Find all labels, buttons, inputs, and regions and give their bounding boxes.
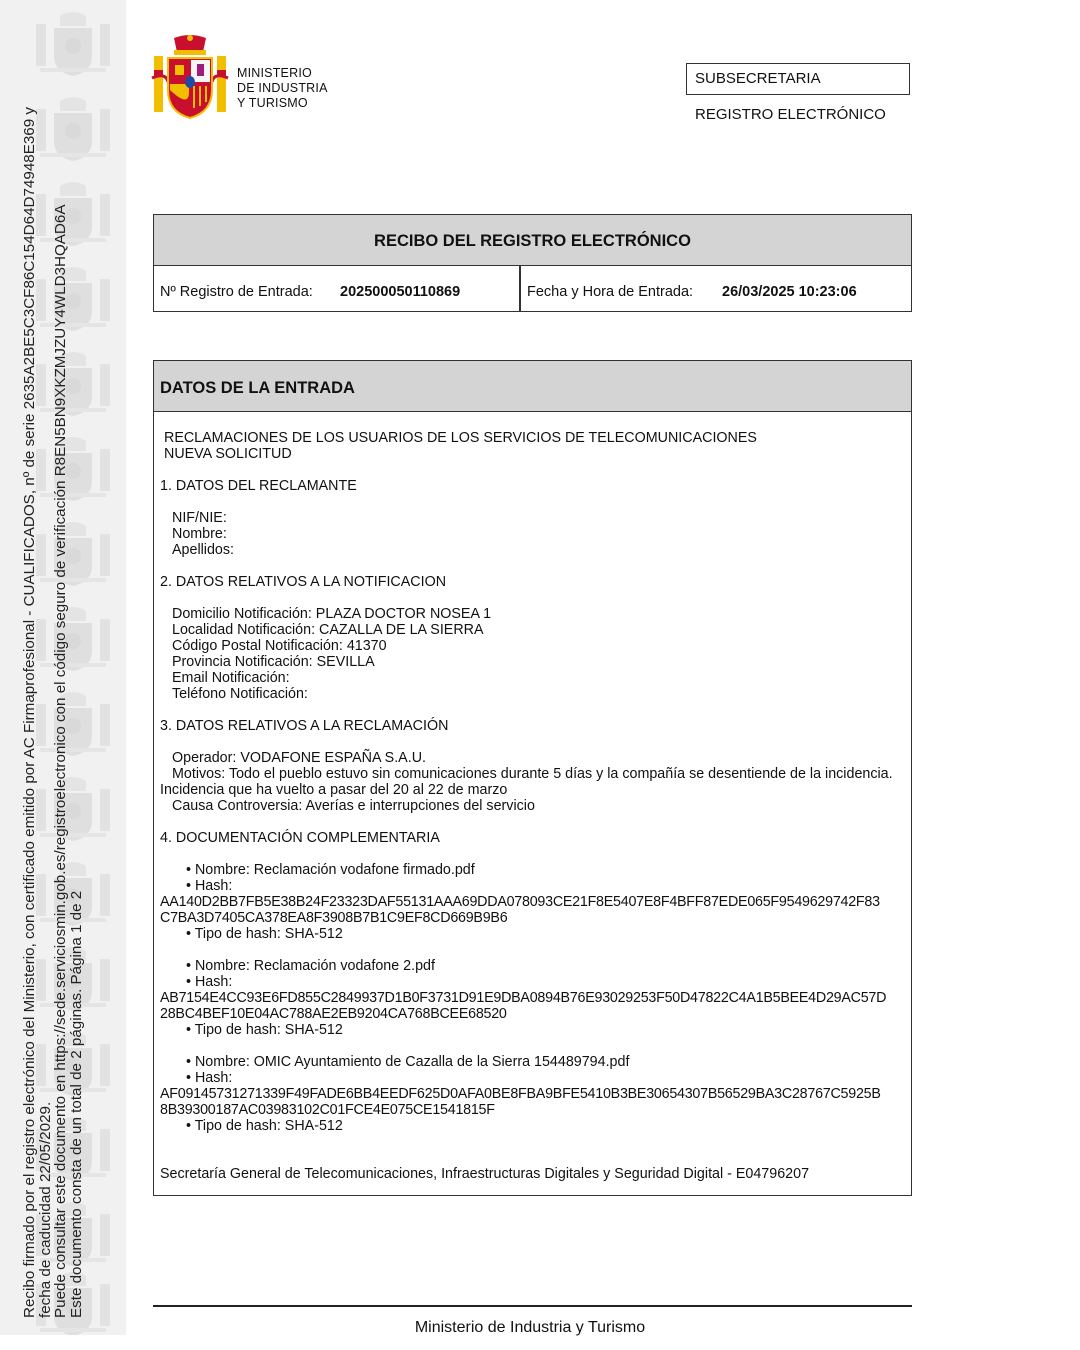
signature-sidebar (0, 0, 126, 1335)
footer (0, 1319, 1060, 1337)
doc-hash: AA140D2BB7FB5E38B24F23323DAF55131AAA69DDA078093CE21F8E5407E8F4BFF87EDE065F9549629742F83 (160, 894, 880, 910)
section-claimant-title: 1. DATOS DEL RECLAMANTE (160, 478, 357, 494)
page-count-line: Este documento consta de un total de 2 páginas. Página 1 de 2 (67, 890, 85, 1318)
doc-hash-label: • Hash: (186, 1070, 233, 1086)
request-type: NUEVA SOLICITUD (164, 446, 292, 462)
doc-hash: AB7154E4CC93E6FD855C2849937D1B0F3731D91E9DBA0894B76E93029253F50D47822C4A1B5BEE4D29AC57D (160, 990, 887, 1006)
doc-name: • Nombre: Reclamación vodafone firmado.pdf (186, 862, 475, 878)
notification-postcode: Código Postal Notificación: 41370 (172, 638, 387, 654)
notification-province: Provincia Notificación: SEVILLA (172, 654, 375, 670)
ministry-line: MINISTERIO (237, 66, 312, 80)
doc-hash-type: • Tipo de hash: SHA-512 (186, 1118, 343, 1134)
doc-hash-type: • Tipo de hash: SHA-512 (186, 1022, 343, 1038)
doc-hash-type: • Tipo de hash: SHA-512 (186, 926, 343, 942)
signature-line: fecha de caducidad 22/05/2029. (36, 1101, 54, 1318)
entry-data-box (153, 360, 912, 1196)
signature-text (22, 107, 84, 1318)
registration-number-value: 202500050110869 (340, 284, 461, 300)
receipt-box (153, 214, 912, 312)
doc-hash: AF09145731271339F49FADE6BB4EEDF625D0AFA0BE8FBA9BFE5410B3BE30654307B56529BA3C28767C5925B (160, 1086, 881, 1102)
ministry-logo-text (237, 66, 328, 111)
footer-ministry: Ministerio de Industria y Turismo (414, 1319, 646, 1336)
destination-unit: Secretaría General de Telecomunicaciones, Infraestructuras Digitales y Seguridad Digital - E04796207 (160, 1166, 810, 1182)
doc-name: • Nombre: OMIC Ayuntamiento de Cazalla de la Sierra 154489794.pdf (186, 1054, 630, 1070)
claim-type: RECLAMACIONES DE LOS USUARIOS DE LOS SERVICIOS DE TELECOMUNICACIONES (164, 430, 757, 446)
doc-name: • Nombre: Reclamación vodafone 2.pdf (186, 958, 435, 974)
claim-operator: Operador: VODAFONE ESPAÑA S.A.U. (172, 750, 426, 766)
claim-reasons-cont: Incidencia que ha vuelto a pasar del 20 al 22 de marzo (160, 782, 508, 798)
subsecretaria-box: SUBSECRETARIA (686, 63, 910, 95)
registration-number-label: Nº Registro de Entrada: (160, 284, 313, 300)
ministry-line: Y TURISMO (237, 96, 308, 110)
claimant-nif: NIF/NIE: (172, 510, 227, 526)
signature-line: Recibo firmado por el registro electrónico del Ministerio, con certificado emitido por AC Firmaprofesional - CUALIFICADOS, nº de serie 2635A2BE5C3CF86C154D64D74948E369 y (21, 107, 38, 1318)
receipt-title: RECIBO DEL REGISTRO ELECTRÓNICO (154, 215, 911, 266)
doc-hash: C7BA3D7405CA378EA8F3908B7B1C9EF8CD669B9B6 (160, 910, 508, 926)
notification-locality: Localidad Notificación: CAZALLA DE LA SIERRA (172, 622, 484, 638)
notification-address: Domicilio Notificación: PLAZA DOCTOR NOSEA 1 (172, 606, 492, 622)
section-claim-title: 3. DATOS RELATIVOS A LA RECLAMACIÓN (160, 718, 449, 734)
section-docs-title: 4. DOCUMENTACIÓN COMPLEMENTARIA (160, 830, 440, 846)
entry-data-title: DATOS DE LA ENTRADA (154, 361, 911, 412)
verification-line: Puede consultar este documento en https://sede.serviciosmin.gob.es/registroelectronico con el código seguro de verificación R8EN5BN9XKZMJZUY4WLD3HQAD6A (52, 204, 70, 1318)
doc-hash-label: • Hash: (186, 878, 233, 894)
doc-hash-label: • Hash: (186, 974, 233, 990)
registro-electronico-label: REGISTRO ELECTRÓNICO (695, 106, 886, 123)
claimant-name: Nombre: (172, 526, 227, 542)
notification-phone: Teléfono Notificación: (172, 686, 308, 702)
spanish-coat-of-arms-icon (150, 34, 230, 124)
entry-date-value: 26/03/2025 10:23:06 (722, 284, 857, 300)
receipt-row (154, 266, 911, 312)
footer-divider (153, 1305, 912, 1307)
claim-reasons: Motivos: Todo el pueblo estuvo sin comunicaciones durante 5 días y la compañía se desentiende de la incidencia. (172, 766, 893, 782)
section-notification-title: 2. DATOS RELATIVOS A LA NOTIFICACION (160, 574, 447, 590)
cell-divider (519, 266, 521, 312)
claim-cause: Causa Controversia: Averías e interrupciones del servicio (172, 798, 535, 814)
claimant-surname: Apellidos: (172, 542, 234, 558)
doc-hash: 28BC4BEF10E04AC788AE2EB9204CA768BCEE68520 (160, 1006, 507, 1022)
doc-hash: 8B39300187AC03983102C01FCE4E075CE1541815F (160, 1102, 495, 1118)
ministry-line: DE INDUSTRIA (237, 81, 328, 95)
notification-email: Email Notificación: (172, 670, 290, 686)
entry-date-label: Fecha y Hora de Entrada: (527, 284, 694, 300)
